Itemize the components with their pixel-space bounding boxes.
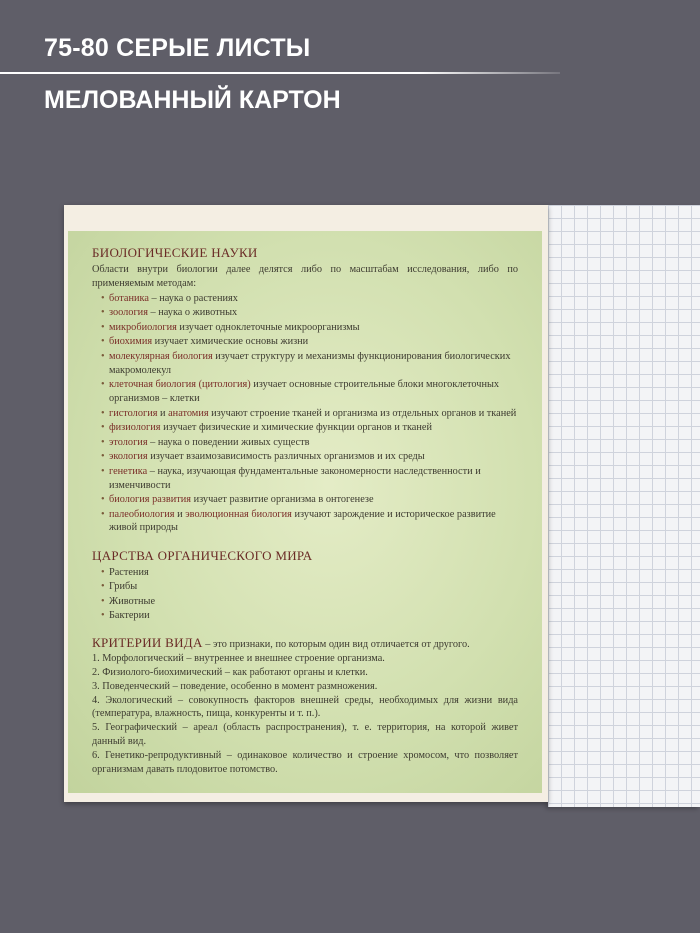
list-item: • экология изучает взаимозависимость различных организмов и их среды	[102, 450, 518, 464]
info-panel	[68, 231, 542, 793]
criteria-line: 6. Генетико-репродуктивный – одинаковое количество и строение хромосом, что позволяет организмам давать плодовитое потомство.	[92, 750, 518, 776]
list-item: • микробиология изучает одноклеточные микроорганизмы	[102, 321, 518, 335]
grid-notebook-page	[548, 205, 700, 807]
criteria-line: 4. Экологический – совокупность факторов внешней среды, необходимых для жизни вида (температура, влажность, пища, конкуренты и т. п.).	[92, 694, 518, 720]
header-divider	[0, 72, 560, 74]
list-item: • молекулярная биология изучает структуру и механизмы функционирования биологических макромолекул	[102, 350, 518, 378]
section-criteria-heading: КРИТЕРИИ ВИДА – это признаки, по которым один вид отличается от другого.	[92, 634, 470, 650]
cover-content	[92, 245, 518, 777]
list-item: • палеобиология и эволюционная биология изучают зарождение и историческое развитие живой природы	[102, 508, 518, 536]
list-item: • физиология изучает физические и химические функции органов и тканей	[102, 421, 518, 435]
notebook-back-cover	[64, 205, 548, 802]
section-biology-title: БИОЛОГИЧЕСКИЕ НАУКИ	[92, 245, 258, 260]
criteria-line: 5. Географический – ареал (область распространения), т. е. территория, на которой живет данный вид.	[92, 722, 518, 748]
criteria-line: 3. Поведенческий – поведение, особенно в момент размножения.	[92, 680, 378, 692]
list-item: • Растения	[102, 566, 518, 580]
section-biology-intro: Области внутри биологии далее делятся либо по масштабам исследования, либо по применяемым методам:	[92, 264, 518, 289]
section-criteria-title: КРИТЕРИИ ВИДА	[92, 634, 203, 650]
list-item: • гистология и анатомия изучают строение тканей и организма из отдельных органов и тканей	[102, 407, 518, 421]
list-item: • Бактерии	[102, 609, 518, 623]
list-item: • биология развития изучает развитие организма в онтогенезе	[102, 493, 518, 507]
header-title-sheets: 75-80 СЕРЫЕ ЛИСТЫ	[44, 34, 311, 62]
kingdoms-list	[92, 566, 518, 623]
list-item: • Грибы	[102, 580, 518, 594]
list-item: • Животные	[102, 595, 518, 609]
criteria-line: 2. Физиолого-биохимический – как работают органы и клетки.	[92, 666, 368, 678]
header-title-cover: МЕЛОВАННЫЙ КАРТОН	[44, 86, 341, 114]
list-item: • биохимия изучает химические основы жизни	[102, 335, 518, 349]
biology-list	[92, 292, 518, 536]
list-item: • генетика – наука, изучающая фундаментальные закономерности наследственности и изменчивости	[102, 465, 518, 493]
criteria-line: 1. Морфологический – внутреннее и внешнее строение организма.	[92, 652, 385, 664]
list-item: • зоология – наука о животных	[102, 306, 518, 320]
list-item: • ботаника – наука о растениях	[102, 292, 518, 306]
section-kingdoms-title: ЦАРСТВА ОРГАНИЧЕСКОГО МИРА	[92, 547, 313, 563]
list-item: • клеточная биология (цитология) изучает основные строительные блоки многоклеточных организмов – клетки	[102, 378, 518, 406]
list-item: • этология – наука о поведении живых существ	[102, 436, 518, 450]
